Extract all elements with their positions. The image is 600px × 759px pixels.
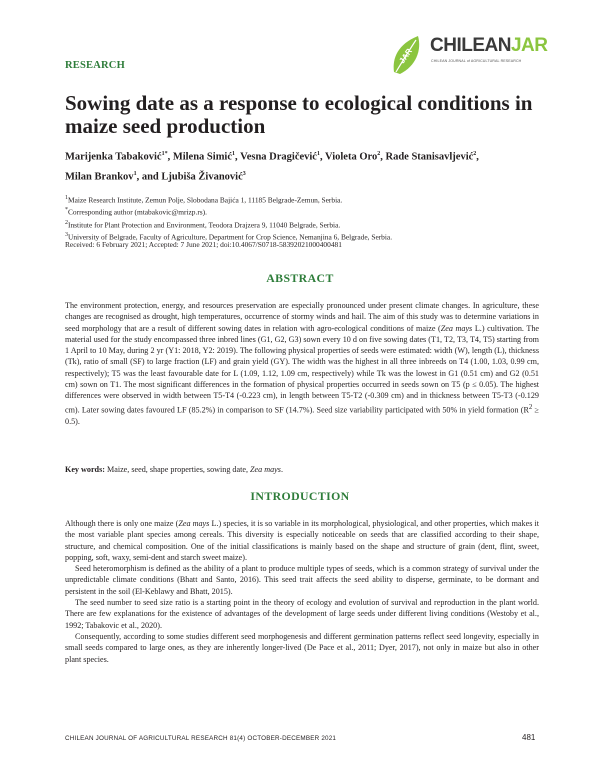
author-line: Milan Brankov$^1$, and Ljubiša Živanović$^3$ [65, 170, 246, 182]
intro-paragraph: Seed heteromorphism is defined as the ability of a plant to produce multiple types of seeds, which is a common strategy of survival under the unpredictable climate conditions (Bhatt and Santo, 2016). This seed trait affects the seed ability to disperse, germinate, to be dormant and persistent in the soil (El-Keblawy and Bhatt, 2015). [65, 564, 539, 596]
journal-footer: CHILEAN JOURNAL OF AGRICULTURAL RESEARCH 81(4) OCTOBER-DECEMBER 2021 [65, 735, 337, 742]
author-line: Marijenka Tabaković$^{1*}$, Milena Simić$^1$, Vesna Dragičević$^1$, Violeta Oro$^2$, Rade Stanisavljević$^2$, [65, 151, 479, 163]
keywords [65, 465, 539, 474]
received-doi-line: Received: 6 February 2021; Accepted: 7 June 2021; doi:10.4067/S0718-58392021000400481 [65, 240, 342, 249]
intro-paragraph: Consequently, according to some studies different seed morphogenesis and different germination patterns reflect seed longevity, especially in small seeds compared to large ones, as they are inherently longer-lived (De Pace et al., 2011; Dyer, 2017), not only in maize but also in other plant species. [65, 631, 539, 664]
corresponding-author: *Corresponding author (mtabakovic@mrizp.rs). [65, 207, 207, 217]
keywords-list: Maize, seed, shape properties, sowing date, Zea mays. [106, 465, 283, 474]
logo-wordmark [430, 35, 547, 57]
article-title: Sowing date as a response to ecological conditions in maize seed production [65, 91, 533, 138]
keywords-label: Key words: [65, 465, 105, 474]
affiliation: $^2$Institute for Plant Protection and Environment, Teodora Drajzera 9, 11040 Belgrade, Serbia. [65, 219, 341, 230]
introduction-heading: INTRODUCTION [250, 489, 350, 503]
page-number: 481 [522, 733, 536, 742]
logo-subtitle: CHILEAN JOURNAL of AGRICULTURAL RESEARCH [431, 59, 522, 63]
section-label: RESEARCH [65, 60, 125, 71]
abstract-text: The environment protection, energy, and resources preservation are especially pronounced under present climate changes. In agriculture, these changes are recognised as drought, high temperatures, occurrence of stormy winds and hail. The aim of this study was to determine variations in seed morphology that are a result of different sowing dates in relation with agro-ecological conditions of maize (Zea mays L.) cultivation. The material used for the study encompassed three inbred lines (G1, G2, G3) sown every 10 d on five sowing dates (T1, T2, T3, T4, T5) starting from 1 April to 10 May, during 2 yr (Y1: 2018, Y2: 2019). The following physical properties of seeds were estimated: width (W), length (L), thickness (Tk), ratio of small (SF) to large fraction (LF) and grain yield (GY). The width was the highest in all three inbreeds on T4 (1.00, 1.03, 0.99 cm, respectively); T5 was the least favourable date for L (1.09, 1.12, 1.09 cm, respectively) while Tk was the lowest in G1 (0.51 cm) and G2 (0.51 cm) sown on T1. The most significant differences in the formation of physical properties occurred in seeds sown on T5 (p ≤ 0.05). The highest differences were observed in width between T5-T4 (-0.223 cm), in length between T5-T2 (-0.309 cm) and in thickness between T5-T3 (-0.129 cm). Later sowing dates favoured LF (85.2%) in comparison to SF (14.7%). Seed size variability participated with 50% in yield formation $(R^2 \ge 0.5)$. [65, 301, 540, 426]
author-list [65, 146, 545, 185]
logo-prefix: CHILEAN [430, 35, 511, 56]
introduction-text [65, 518, 539, 665]
journal-logo [388, 32, 548, 78]
affiliation: $^1$Maize Research Institute, Zemun Polje, Slobodana Bajića 1, 11185 Belgrade-Zemun, Serbia. [65, 195, 343, 205]
intro-paragraph: The seed number to seed size ratio is a starting point in the theory of ecology and evolution of survival and reproduction in the plant world. There are few explanations for the existence of advantages of the development of large seeds under different living conditions (Westoby et al., 1992; Tabakovic et al., 2020). [65, 598, 539, 630]
leaf-logo-icon [388, 32, 428, 78]
affiliation: $^3$University of Belgrade, Faculty of Agriculture, Department for Crop Science, Nemanjina 6, Belgrade, Serbia. [65, 232, 393, 242]
logo-suffix: JAR [510, 35, 548, 56]
affiliations [65, 193, 545, 243]
abstract-heading: ABSTRACT [266, 271, 334, 285]
intro-paragraph: Although there is only one maize (Zea mays L.) species, it is so variable in its morphological, physiological, and other properties, which makes it the most variable plant species among cereals. This diversity is especially noticeable on seeds that are classified according to their shape, structure, and chemical composition. One of the initial classifications is mainly based on the shape and structure of grain (dent, flint, sweet, popping, soft, waxy, semi-dent and starch sweet maize). [65, 519, 539, 562]
logo-mark-text: JAR [397, 46, 414, 66]
